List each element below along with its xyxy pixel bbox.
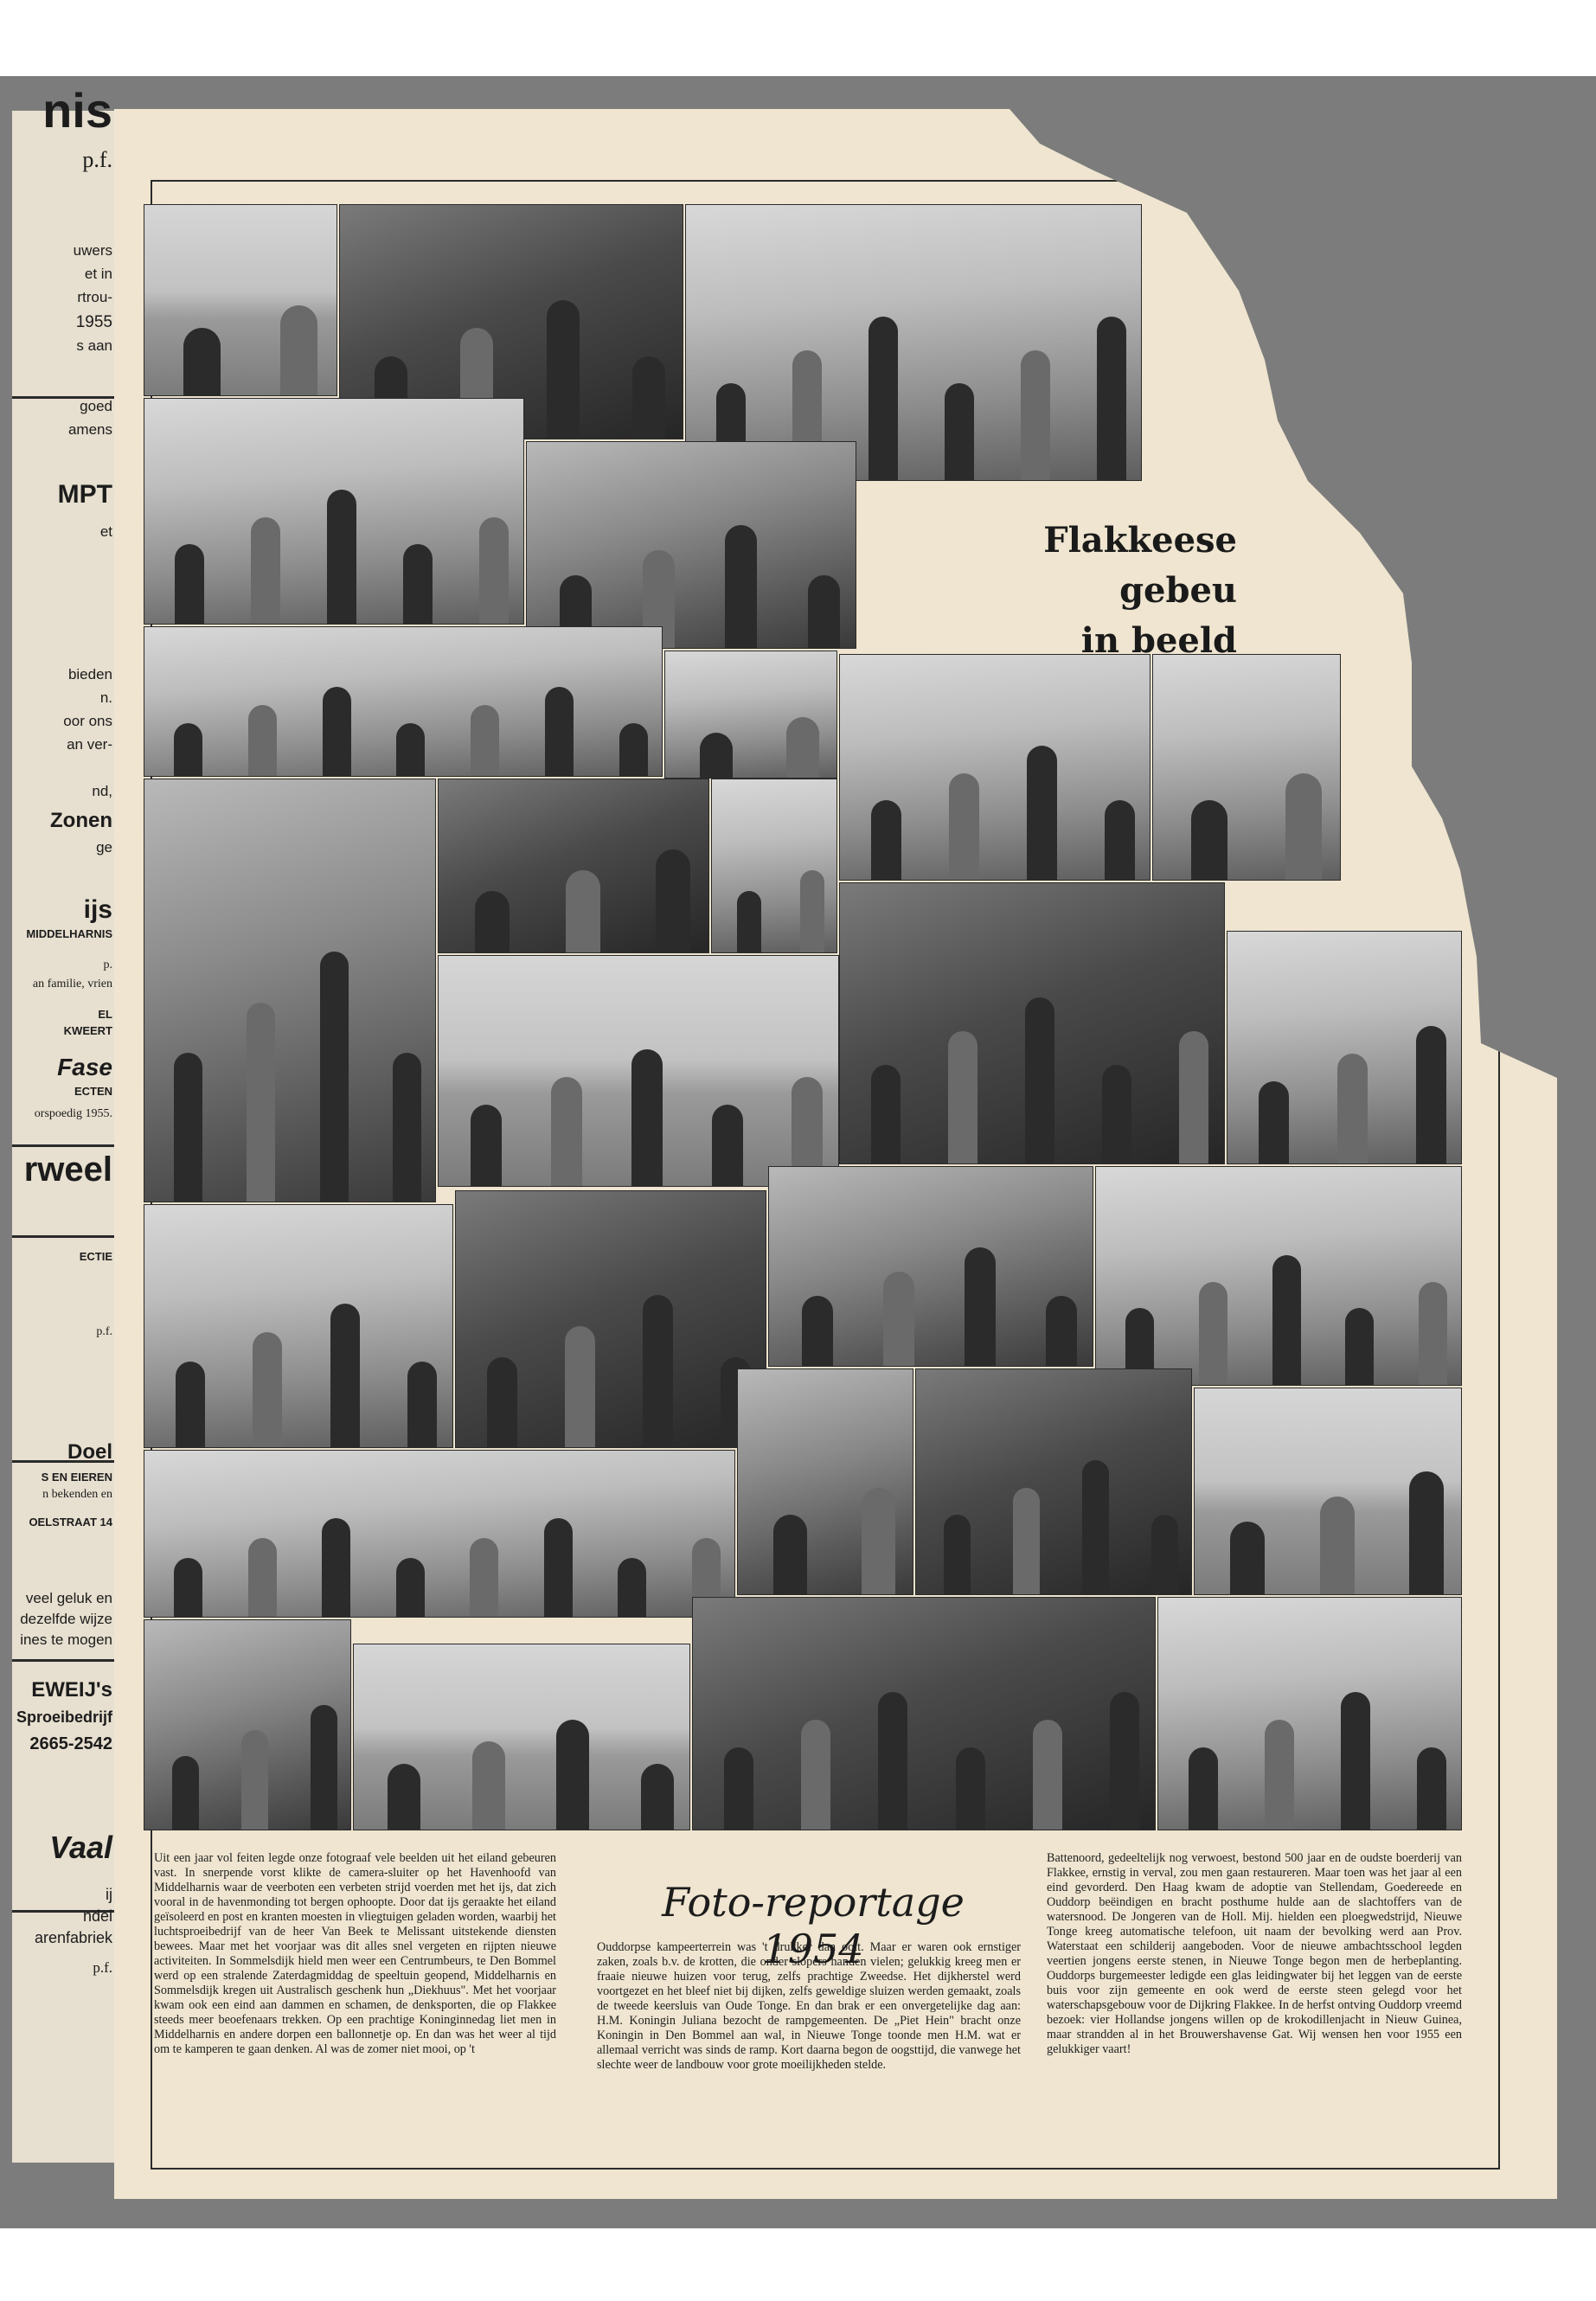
photo-detail [1337,1054,1368,1163]
left-page-text: KWEERT [63,1024,112,1037]
left-page-text: arenfabriek [34,1929,112,1946]
column-rule [12,1659,118,1662]
photo-detail [737,891,761,952]
photo-detail [320,952,349,1202]
left-page-text: ines te mogen [20,1631,112,1648]
left-page-text: ECTEN [74,1085,112,1098]
photo-detail [1199,1282,1227,1385]
photo-detail [565,1326,595,1447]
photo-dignitaries [692,1597,1156,1830]
left-page-text: et [99,523,112,540]
photo-bricklayer [1157,1597,1462,1830]
left-page-text: ij [106,1886,112,1903]
photo-detail [1416,1026,1446,1163]
left-page-text: ndel [82,1907,112,1925]
photo-tractor [737,1368,913,1595]
left-page-text: an ver- [67,736,112,753]
left-page-text: S EN EIEREN [41,1471,112,1484]
photo-detail [176,1362,205,1447]
left-page-text: rtrou- [77,289,112,305]
photo-village-street [144,1204,453,1448]
photo-detail [479,517,509,624]
photo-detail [407,1362,437,1447]
left-page-text: 1955 [75,313,112,331]
left-page-text: ECTIE [79,1250,112,1263]
photo-detail [619,723,648,776]
left-page-text: ge [96,839,112,856]
photo-detail [388,1764,420,1830]
photo-detail [712,1105,743,1186]
photo-detail [1151,1515,1178,1594]
left-page-text: orspoedig 1955. [34,1107,112,1120]
photo-man-phone [915,1368,1192,1595]
page-headline [960,516,1237,666]
photo-detail [175,544,204,624]
photo-detail [248,705,277,776]
photo-detail [869,317,898,480]
photo-detail [786,717,819,778]
photo-combine-harvester [1227,931,1462,1164]
photo-sluice-construction [144,779,436,1202]
photo-detail [632,356,665,439]
photo-detail [1230,1522,1265,1594]
left-page-text: uwers [73,242,112,259]
photo-detail [944,1515,971,1594]
left-page-text: rweel [23,1150,112,1189]
photo-harbour-ships [144,204,337,396]
photo-detail [643,1295,673,1447]
photo-detail [545,687,574,776]
photo-flood-landscape [1194,1388,1462,1595]
photo-detail [551,1077,582,1186]
photo-planting-ceremony [839,882,1225,1164]
photo-detail [566,870,600,952]
left-page-text: oor ons [63,713,112,729]
photo-detail [1110,1692,1139,1830]
photo-detail [556,1720,589,1830]
photo-detail [487,1357,517,1447]
photo-detail [871,1065,901,1163]
photo-detail [174,1558,202,1617]
photo-wreath [455,1190,766,1448]
photo-detail [1419,1282,1447,1385]
photo-detail [1179,1031,1208,1163]
photo-women-crowd [768,1166,1093,1367]
photo-detail [802,1296,833,1366]
photo-detail [470,1538,498,1617]
photo-village-road [1152,654,1341,881]
photo-flags-crowd [144,398,524,625]
photo-detail [396,723,425,776]
photo-detail [949,773,979,880]
photo-detail [1033,1720,1062,1830]
left-page-text: 2665-2542 [29,1734,112,1753]
scan-margin-bottom [0,2228,1596,2301]
photo-detail [248,1538,277,1617]
photo-detail [725,525,757,648]
photo-detail [403,544,433,624]
photo-detail [1417,1747,1446,1830]
photo-detail [544,1518,573,1617]
photo-detail [1285,773,1322,880]
photo-detail [472,1741,505,1830]
article-column-1: Uit een jaar vol feiten legde onze fotograaf vele beelden uit het eiland gebeuren vast. In snerpende vorst klikte de camera-sluiter op het Havenhoofd van Middelharnis waar de veerboten een verbeten strijd voerden met het ijs, dat zich vooral in de havenmonding tot bergen ophoopte. Door dat ijs geraakte het eiland geïsoleerd en post en kranten moesten in vliegtuigen geladen worden, waarbij het luchtsproeibedrijf van de heer Van Beek te Melissant uitstekende diensten bewees. Maar met het voorjaar was dit alles snel vergeten en rijpten nieuwe activiteiten. In Sommelsdijk hield men weer een Centrumbeurs, te Den Bommel werd op een stralende Zaterdagmiddag de speeltuin geopend, Middelharnis en Sommelsdijk kregen uit Australisch geschenk hun „Diekhuus". Met het voorjaar kwam ook een eind aan dammen en schamen, de denksporten, die op Flakkee steeds meer beoefenaars trekken. Op een prachtige Koninginnedag liet men in Middelharnis en andere dorpen een ballonnetje op. En dan was het weer al tijd om te kamperen te gaan denken. Al was de zomer niet mooi, op 't [154,1851,556,2056]
left-page-text: bieden [67,666,112,683]
left-page-text: MIDDELHARNIS [26,927,112,940]
photo-detail [471,1105,502,1186]
photo-detail [800,870,824,952]
photo-detail [1013,1488,1040,1594]
photo-farmhouse [1095,1166,1462,1386]
left-page-text: Zonen [50,809,112,832]
left-page-text: dezelfde wijze [20,1611,112,1627]
photo-detail [618,1558,646,1617]
scan-margin-top [0,0,1596,76]
photo-detail [174,1053,202,1202]
left-page-text: nis [42,83,112,138]
article-column-3: Battenoord, gedeeltelijk nog verwoest, bestond 500 jaar en de oudste boerderij van Flakkee, ernstig in verval, zou men gaan restaureren. Maar toen was het jaar al een eind gevorderd. Den Haag kwam de adoptie van Stellendam, Goedereede en Ouddorp beëindigen en bracht posthume hulde aan de slachtoffers van de watersnood. De Jongeren van de Holl. Mij. hielden een ploegwedstrijd, Nieuwe Tonge kreeg automatische telefoon, uit naam der bevolking werd aan Prov. Waterstaat een schilderij aangeboden. Voor de nieuwe ambachtsschool legden veertien jongens eerste stenen, in Nieuwe Tonge begon men de herbeplanting. Ouddorps burgemeester ledigde een glas leidingwater bij het leggen van de eerste buis voor zijn gemeente en ook werd de eerste steen gelegd voor het waterschapsgebouw voor de Dijkring Flakkee. In de herfst ontving Ouddorp vreemd bezoek: vier Hollandse jongens willen op de krokodillenjacht in Nieuw Guinea, maar strandden al in het Brouwershavense Gat. Wij wensen hen voor 1955 een gelukkiger vaart! [1047,1851,1462,2056]
headline-line-2: in beeld [1080,620,1237,661]
photo-dijkhuus-officials [526,441,856,649]
photo-detail [871,800,901,880]
left-page-text: nd, [92,783,112,799]
photo-detail [1409,1471,1444,1594]
left-page-text: p.f. [93,1959,112,1976]
photo-row-houses [839,654,1151,881]
photo-detail [948,1031,977,1163]
photo-balloon [664,651,837,779]
left-page-text: Vaal [49,1830,112,1865]
photo-detail [956,1747,985,1830]
left-page-text: Sproeibedrijf [16,1708,112,1726]
photo-detail [945,383,974,480]
photo-detail [322,1518,350,1617]
photo-detail [862,1488,895,1594]
photo-detail [1046,1296,1077,1366]
photo-detail [656,849,690,952]
photo-detail [396,1558,425,1617]
article-column-2: Ouddorpse kampeerterrein was 't drukker dan ooit. Maar er waren ook ernstiger zaken, zoals b.v. de krotten, die onder slopers handen vielen; gelukkig kreeg men er fraaie nieuwe huizen voor terug, zelfs prachtige Zweedse. Het dijkherstel werd voortgezet en het bleef niet bij dijken, zelfs geweldige sluizen werden gemaakt, zoals de tweede keersluis van Oude Tonge. En dan brak er een onvergetelijke dag aan: H.M. Koningin Juliana bezocht de rampgemeenten. De „Piet Hein" bracht onze Koningin in Den Bommel aan wal, in Nieuwe Tonge toonde men H.M. wat er allemaal verricht was sinds de ramp. Kort daarna begon de oogsttijd, die vanwege het slechte weer de landbouw voor grote moeilijkheden stelde. [597,1940,1021,2072]
photo-detail [547,300,580,439]
report-title: Foto-reportage 1954 [662,1879,965,1972]
left-page-text: s aan [76,337,112,354]
left-page-text: goed [80,398,112,414]
photo-houses-boats [711,779,837,953]
photo-detail [247,1003,275,1202]
photo-detail [801,1720,830,1830]
left-page-text: OELSTRAAT 14 [29,1516,112,1529]
photo-detail [1345,1308,1374,1385]
photo-detail [1105,800,1135,880]
photo-detail [1341,1692,1370,1830]
left-page-text: ijs [83,895,112,924]
photo-detail [280,305,317,395]
photo-detail [878,1692,907,1830]
column-rule [12,1235,118,1238]
photo-detail [641,1764,674,1830]
photo-detail [183,328,221,395]
photo-man-tree [144,1619,351,1830]
left-page-text: n bekenden en [42,1488,112,1501]
photo-detail [1265,1720,1294,1830]
photo-detail [241,1730,268,1830]
photo-detail [253,1332,282,1447]
photo-detail [471,705,499,776]
photo-detail [1102,1065,1131,1163]
photo-detail [1097,317,1126,480]
left-page-text: an familie, vrien [32,977,112,990]
photo-detail [1320,1497,1355,1594]
photo-detail [1272,1255,1301,1385]
headline-line-1: Flakkeese gebeu [1043,520,1237,611]
left-page-text: Fase [57,1054,112,1080]
photo-group-signs [144,1450,735,1618]
photo-detail [965,1247,996,1366]
photo-detail [808,575,840,648]
photo-detail [393,1053,421,1202]
left-page-text: Doel [67,1440,112,1464]
photo-detail [1082,1460,1109,1594]
left-page-strip [12,83,120,2163]
column-rule [12,1144,118,1147]
left-page-text: p.f. [96,1325,112,1338]
left-page-text: EWEIJ's [31,1678,112,1702]
left-page-text: p. [103,958,112,971]
left-page-text: EL [98,1008,112,1021]
photo-fishing-boat [353,1644,690,1830]
photo-detail [330,1304,360,1447]
photo-detail [1259,1081,1289,1163]
photo-ice-boats [685,204,1142,481]
left-page-text: et in [84,266,112,282]
photo-detail [311,1705,337,1830]
photo-detail [327,490,356,624]
photo-detail [174,723,202,776]
photo-detail [700,733,733,778]
photo-yacht [438,955,839,1187]
photo-detail [773,1515,807,1594]
photo-detail [724,1747,753,1830]
left-page-text: n. [99,689,112,706]
photo-detail [475,891,510,952]
left-page-text: amens [67,421,112,438]
photo-detail [1191,800,1227,880]
photo-detail [631,1049,663,1186]
photo-detail [172,1756,199,1830]
photo-detail [1189,1747,1218,1830]
left-page-text: veel geluk en [25,1590,112,1606]
photo-detail [1025,997,1054,1163]
left-page-text: MPT [57,480,112,509]
photo-tent-camp [144,626,663,777]
photo-detail [251,517,280,624]
photo-detail [883,1272,914,1366]
photo-men-workshop [438,779,709,953]
photo-detail [323,687,351,776]
left-page-text: p.f. [82,147,112,172]
photo-detail [1027,746,1057,880]
photo-detail [1021,350,1050,480]
